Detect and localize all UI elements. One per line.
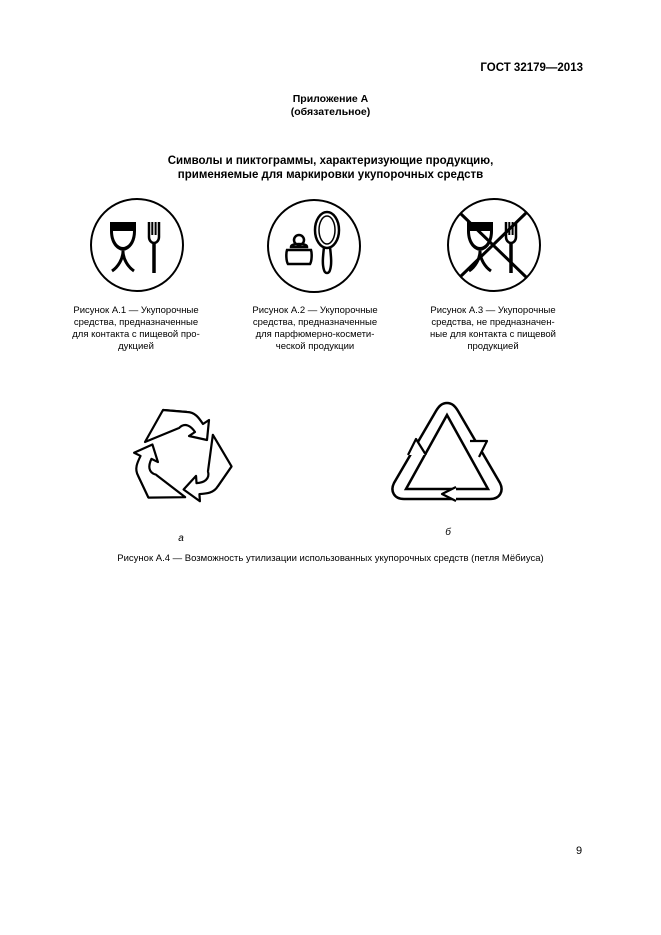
appendix-status: (обязательное) bbox=[290, 106, 371, 118]
caption-line: Рисунок А.1 — Укупорочные bbox=[73, 305, 199, 316]
caption-line: для контакта с пищевой про- bbox=[72, 329, 200, 340]
section-title-line-2: применяемые для маркировки укупорочных средств bbox=[177, 169, 484, 181]
label-b: б bbox=[445, 527, 451, 538]
caption-line: средства, не предназначен- bbox=[431, 317, 555, 328]
caption-line: ческой продукции bbox=[275, 341, 355, 352]
appendix-heading bbox=[0, 93, 661, 119]
caption-line: продукцией bbox=[467, 341, 519, 352]
standard-number: ГОСТ 32179—2013 bbox=[480, 62, 583, 74]
figure-a1-caption bbox=[68, 305, 204, 353]
caption-line: ные для контакта с пищевой bbox=[430, 329, 556, 340]
section-title-line-1: Символы и пиктограммы, характеризующие продукцию, bbox=[167, 155, 494, 167]
page-number: 9 bbox=[576, 845, 583, 857]
caption-line: для парфюмерно-космети- bbox=[255, 329, 375, 340]
label-a: а bbox=[178, 533, 184, 544]
recycle-symbol-a-icon bbox=[120, 397, 242, 519]
figure-a2-caption bbox=[247, 305, 383, 353]
caption-line: средства, предназначенные bbox=[73, 317, 199, 328]
caption-line: Рисунок А.2 — Укупорочные bbox=[252, 305, 378, 316]
appendix-title: Приложение А bbox=[292, 93, 369, 105]
caption-line: средства, предназначенные bbox=[252, 317, 378, 328]
caption-line: Рисунок А.3 — Укупорочные bbox=[430, 305, 556, 316]
figure-a3-caption bbox=[425, 305, 561, 353]
glass-fork-crossed-icon bbox=[446, 197, 542, 293]
figure-a4-caption: Рисунок А.4 — Возможность утилизации использованных укупорочных средств (петля Мёбиуса) bbox=[117, 553, 544, 564]
caption-line: дукцией bbox=[118, 341, 154, 352]
recycle-symbol-b-icon bbox=[386, 397, 508, 507]
glass-fork-icon bbox=[89, 197, 185, 293]
cosmetics-icon bbox=[266, 198, 362, 294]
section-title bbox=[0, 154, 661, 182]
